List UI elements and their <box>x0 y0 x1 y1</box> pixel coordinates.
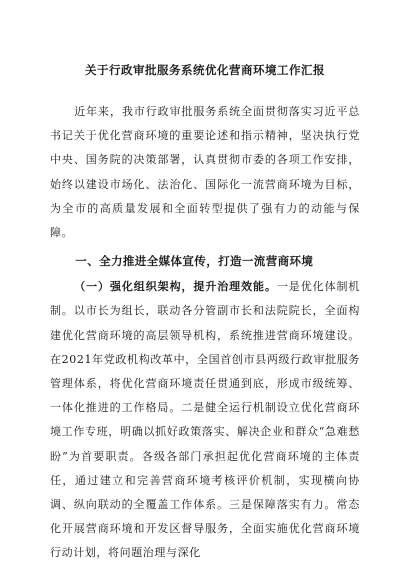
subsection-body: 一是优化体制机制。以市长为组长，联动各分管副市长和法院院长，全面构建优化营商环境的高层领导机构，系统推进营商环境建设。在2021年党政机构改革中，全国首创市县两级行政审批服务管理体系，将优化营商环境责任贯通到底，形成市级统筹、一体化推进的工作格局。二是健全运行机制设立优化营商环境工作专班，明确以抓好政策落实、解决企业和群众“急难愁盼”为首要职责。各级各部门承担起优化营商环境的主体责任，通过建立和完善营商环境考核评价机制，实现横向协调、纵向联动的全覆盖工作体系。三是保障落实有力。常态化开展营商环境和开发区督导服务，全面实施优化营商环境行动计划，将问题治理与深化 <box>50 280 361 560</box>
intro-paragraph: 近年来，我市行政审批服务系统全面贯彻落实习近平总书记关于优化营商环境的重要论述和指示精神，坚决执行党中央、国务院的决策部署，认真贯彻市委的各项工作安排，始终以建设市场化、法治化、国际化一流营商环境为目标，为全市的高质量发展和全面转型提供了强有力的动能与保障。 <box>50 105 360 240</box>
document-title: 关于行政审批服务系统优化营商环境工作汇报 <box>85 63 325 77</box>
section-heading: 一、全力推进全媒体宣传，打造一流营商环境 <box>75 254 314 269</box>
subsection-paragraph <box>50 275 360 565</box>
subsection-heading: （一）强化组织架构，提升治理效能。 <box>74 280 277 294</box>
